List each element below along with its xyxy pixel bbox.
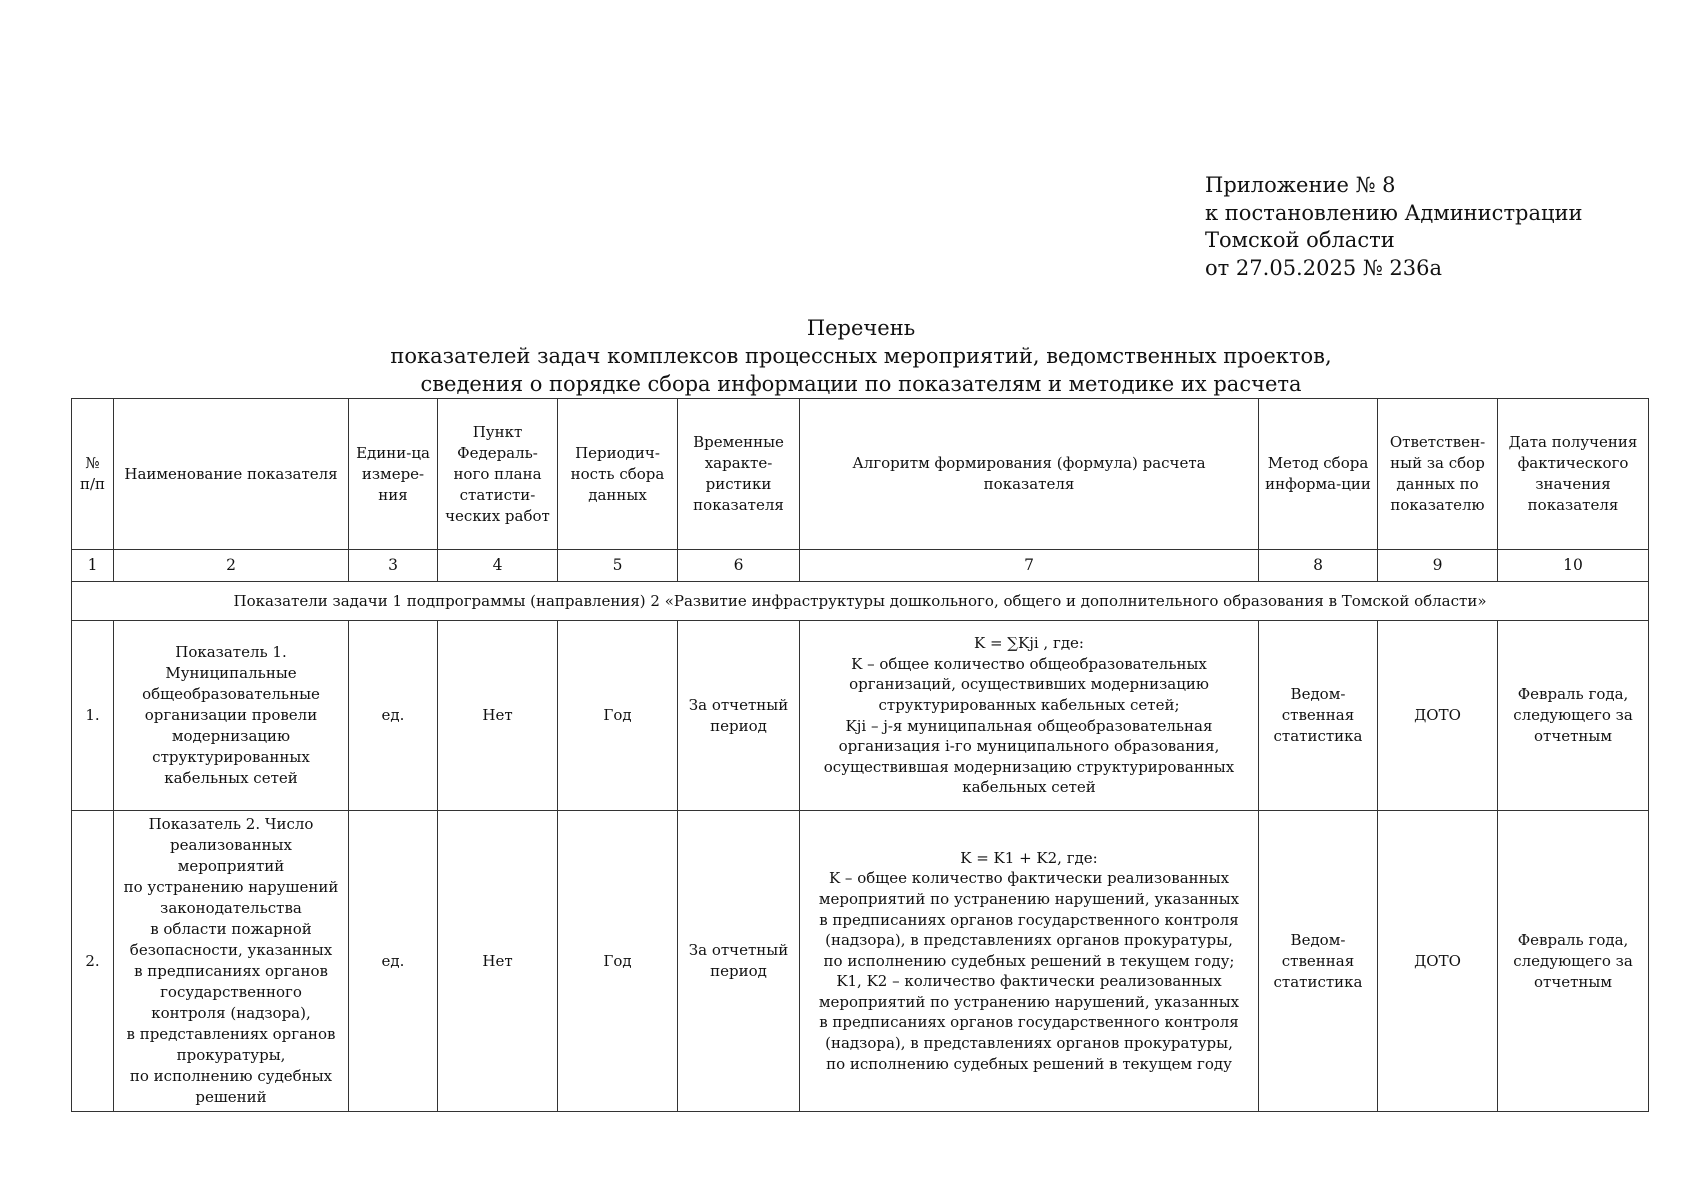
- indicator-name-line: реализованных: [170, 836, 292, 854]
- algorithm-line: кабельных сетей: [962, 778, 1096, 797]
- indicator-name-line: в представлениях органов: [126, 1025, 336, 1043]
- indicator-name-line: кабельных сетей: [164, 769, 298, 787]
- appendix-line-4: от 27.05.2025 № 236а: [1205, 255, 1442, 280]
- indicator-name-line: законодательства: [160, 899, 302, 917]
- federal-plan-cell: Нет: [438, 621, 558, 811]
- title-line-1: Перечень: [806, 316, 916, 340]
- column-number: 6: [678, 550, 800, 582]
- periodicity-cell: Год: [558, 811, 678, 1112]
- table-row: [72, 811, 1649, 1112]
- indicator-name-line: в области пожарной: [150, 920, 312, 938]
- appendix-line-3: Томской области: [1205, 228, 1395, 252]
- indicator-name-line: модернизацию: [171, 727, 291, 745]
- indicator-name-line: Показатель 2. Число: [148, 815, 314, 833]
- algorithm-line: мероприятий по устранению нарушений, указанных: [818, 992, 1240, 1011]
- algorithm-line: организаций, осуществивших модернизацию: [849, 675, 1209, 694]
- unit-cell: ед.: [349, 811, 438, 1112]
- column-number-row: [72, 550, 1649, 582]
- algorithm-cell: [800, 811, 1259, 1112]
- indicator-name-line: прокуратуры,: [176, 1046, 286, 1064]
- indicator-name-line: в предписаниях органов: [134, 962, 328, 980]
- algorithm-cell: [800, 621, 1259, 811]
- section-row: [72, 582, 1649, 621]
- responsible-cell: ДОТО: [1378, 621, 1498, 811]
- indicator-name-line: контроля (надзора),: [151, 1004, 311, 1022]
- algorithm-line: K1, K2 – количество фактически реализованных: [836, 972, 1222, 991]
- header-cell: Метод сбора информа-ции: [1259, 399, 1378, 550]
- algorithm-line: K = ∑Kji , где:: [973, 634, 1084, 653]
- section-title: Показатели задачи 1 подпрограммы (направления) 2 «Развитие инфраструктуры дошкольного, общего и дополнительного образования в Томской области»: [72, 582, 1649, 621]
- indicator-name-line: Муниципальные: [165, 664, 297, 682]
- column-number: 4: [438, 550, 558, 582]
- algorithm-line: в предписаниях органов государственного контроля: [819, 910, 1239, 929]
- title-line-2: показателей задач комплексов процессных мероприятий, ведомственных проектов,: [390, 344, 1332, 368]
- indicator-name-line: по устранению нарушений: [123, 878, 339, 896]
- row-number: 2.: [72, 811, 114, 1112]
- algorithm-line: (надзора), в представлениях органов прокуратуры,: [825, 931, 1233, 950]
- algorithm-line: по исполнению судебных решений в текущем году: [826, 1054, 1232, 1073]
- column-number: 2: [114, 550, 349, 582]
- method-cell: Ведом-ственная статистика: [1259, 621, 1378, 811]
- algorithm-line: K – общее количество фактически реализованных: [828, 869, 1230, 888]
- title-line-3: сведения о порядке сбора информации по показателям и методике их расчета: [420, 372, 1302, 396]
- indicator-name-line: общеобразовательные: [142, 685, 320, 703]
- indicator-name-line: структурированных: [152, 748, 310, 766]
- indicators-table: [71, 398, 1649, 1112]
- appendix-block: [1205, 172, 1583, 282]
- indicator-name-line: государственного: [160, 983, 302, 1001]
- indicator-name-line: мероприятий: [177, 857, 285, 875]
- indicator-name-line: Показатель 1.: [175, 643, 287, 661]
- indicator-name-line: безопасности, указанных: [129, 941, 333, 959]
- algorithm-line: по исполнению судебных решений в текущем году;: [823, 951, 1235, 970]
- table-row: [72, 621, 1649, 811]
- column-number: 10: [1498, 550, 1649, 582]
- date-cell: Февраль года, следующего за отчетным: [1498, 811, 1649, 1112]
- date-cell: Февраль года, следующего за отчетным: [1498, 621, 1649, 811]
- indicator-name-line: по исполнению судебных: [129, 1067, 333, 1085]
- header-cell: Пункт Федераль-ного плана статисти-ческих работ: [438, 399, 558, 550]
- unit-cell: ед.: [349, 621, 438, 811]
- header-cell: № п/п: [72, 399, 114, 550]
- header-cell: Периодич-ность сбора данных: [558, 399, 678, 550]
- indicator-name-line: организации провели: [144, 706, 318, 724]
- column-number: 9: [1378, 550, 1498, 582]
- header-cell: Временные характе-ристики показателя: [678, 399, 800, 550]
- federal-plan-cell: Нет: [438, 811, 558, 1112]
- header-row: [72, 399, 1649, 550]
- header-cell: Алгоритм формирования (формула) расчета показателя: [800, 399, 1259, 550]
- column-number: 7: [800, 550, 1259, 582]
- algorithm-line: организация i-го муниципального образования,: [838, 737, 1220, 756]
- time-characteristics-cell: За отчетный период: [678, 621, 800, 811]
- algorithm-line: структурированных кабельных сетей;: [878, 695, 1180, 714]
- document-title: [0, 314, 1698, 398]
- column-number: 5: [558, 550, 678, 582]
- algorithm-line: K = K1 + K2, где:: [960, 848, 1098, 867]
- appendix-line-1: Приложение № 8: [1205, 173, 1396, 197]
- responsible-cell: ДОТО: [1378, 811, 1498, 1112]
- algorithm-line: Kji – j-я муниципальная общеобразовательная: [845, 716, 1213, 735]
- algorithm-line: (надзора), в представлениях органов прокуратуры,: [825, 1034, 1233, 1053]
- column-number: 3: [349, 550, 438, 582]
- column-number: 1: [72, 550, 114, 582]
- algorithm-line: K – общее количество общеобразовательных: [851, 654, 1207, 673]
- time-characteristics-cell: За отчетный период: [678, 811, 800, 1112]
- column-number: 8: [1259, 550, 1378, 582]
- method-cell: Ведом-ственная статистика: [1259, 811, 1378, 1112]
- indicator-name: [114, 621, 349, 811]
- header-cell: Наименование показателя: [114, 399, 349, 550]
- indicator-name-line: решений: [195, 1088, 267, 1106]
- algorithm-line: в предписаниях органов государственного контроля: [819, 1013, 1239, 1032]
- algorithm-line: мероприятий по устранению нарушений, указанных: [818, 889, 1240, 908]
- indicator-name: [114, 811, 349, 1112]
- header-cell: Едини-ца измере-ния: [349, 399, 438, 550]
- appendix-line-2: к постановлению Администрации: [1205, 200, 1583, 225]
- header-cell: Дата получения фактического значения показателя: [1498, 399, 1649, 550]
- algorithm-line: осуществившая модернизацию структурированных: [823, 757, 1235, 776]
- header-cell: Ответствен-ный за сбор данных по показателю: [1378, 399, 1498, 550]
- periodicity-cell: Год: [558, 621, 678, 811]
- row-number: 1.: [72, 621, 114, 811]
